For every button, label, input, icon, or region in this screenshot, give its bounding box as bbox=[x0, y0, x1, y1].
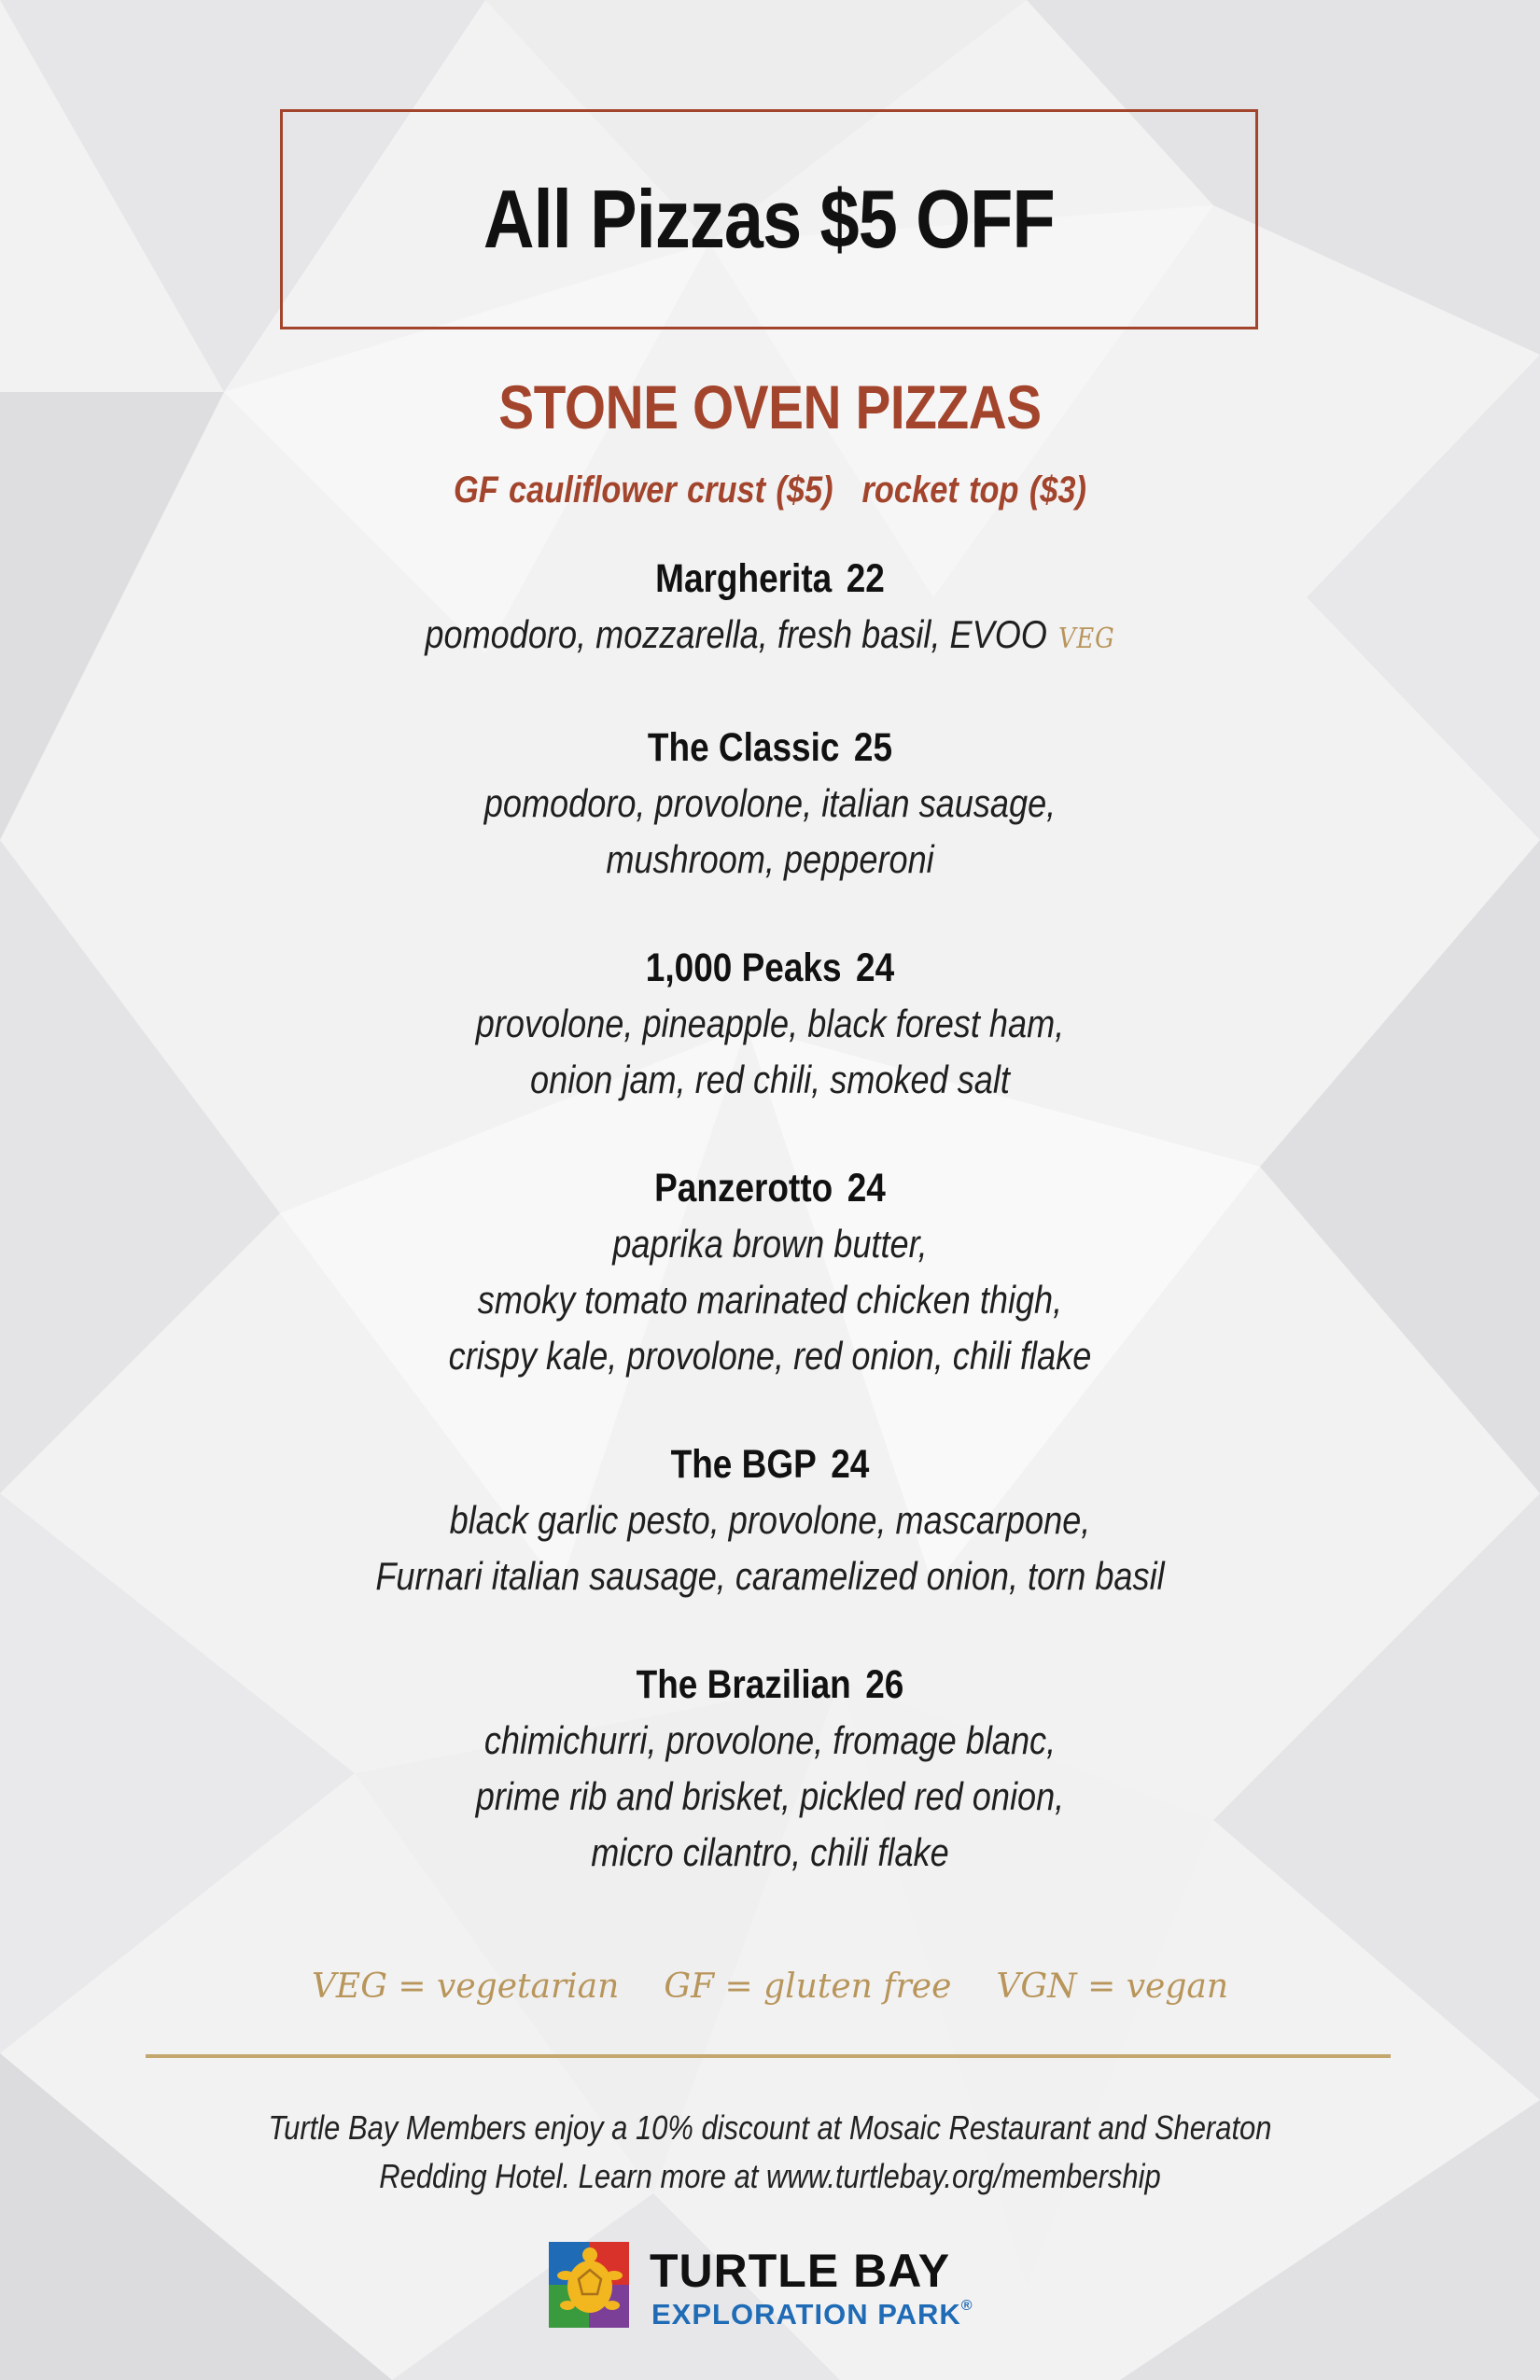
item-description: paprika brown butter, bbox=[612, 1222, 928, 1266]
item-description: Furnari italian sausage, caramelized onion, torn basil bbox=[375, 1554, 1165, 1598]
menu-item bbox=[0, 940, 1540, 1108]
item-name: 1,000 Peaks bbox=[645, 945, 842, 990]
registered-mark: ® bbox=[960, 2298, 973, 2314]
turtle-bay-logo bbox=[549, 2242, 1015, 2335]
item-name: Margherita bbox=[655, 556, 833, 601]
diet-legend bbox=[0, 1967, 1540, 2006]
item-description: pomodoro, mozzarella, fresh basil, EVOO bbox=[425, 612, 1047, 656]
item-description: pomodoro, provolone, italian sausage, bbox=[483, 781, 1057, 825]
membership-note-line: Turtle Bay Members enjoy a 10% discount at Mosaic Restaurant and Sheraton bbox=[268, 2108, 1272, 2147]
menu-item bbox=[0, 1160, 1540, 1384]
item-description: chimichurri, provolone, fromage blanc, bbox=[483, 1718, 1057, 1762]
item-name: The Classic bbox=[647, 725, 840, 770]
section-options bbox=[108, 469, 1433, 511]
item-description: smoky tomato marinated chicken thigh, bbox=[477, 1278, 1063, 1322]
legend-veg: VEG = vegetarian bbox=[311, 1967, 620, 2006]
item-name: The BGP bbox=[670, 1442, 817, 1487]
menu-item bbox=[0, 720, 1540, 888]
section-title: STONE OVEN PIZZAS bbox=[498, 372, 1042, 441]
item-price: 24 bbox=[847, 1166, 886, 1211]
item-name: Panzerotto bbox=[654, 1166, 833, 1211]
promo-banner bbox=[280, 109, 1258, 329]
item-name: The Brazilian bbox=[636, 1662, 851, 1707]
item-price: 22 bbox=[846, 556, 885, 601]
menu-item bbox=[0, 551, 1540, 667]
item-description: provolone, pineapple, black forest ham, bbox=[475, 1001, 1065, 1045]
item-description: black garlic pesto, provolone, mascarpone, bbox=[449, 1498, 1091, 1542]
option-gf-crust: GF cauliflower crust ($5) bbox=[453, 469, 833, 511]
item-price: 25 bbox=[853, 725, 893, 770]
legend-vgn: VGN = vegan bbox=[996, 1967, 1229, 2006]
item-description: crispy kale, provolone, red onion, chili flake bbox=[448, 1334, 1092, 1378]
pizza-list bbox=[0, 551, 1540, 1933]
option-rocket-top: rocket top ($3) bbox=[861, 469, 1087, 511]
item-price: 24 bbox=[831, 1442, 870, 1487]
veg-tag: VEG bbox=[1057, 623, 1115, 655]
legend-gf: GF = gluten free bbox=[664, 1967, 952, 2006]
promo-title: All Pizzas $5 OFF bbox=[483, 173, 1056, 265]
item-description: prime rib and brisket, pickled red onion, bbox=[475, 1774, 1065, 1818]
menu-item bbox=[0, 1436, 1540, 1604]
logo-subtitle: EXPLORATION PARK bbox=[651, 2298, 961, 2331]
membership-note-line: Redding Hotel. Learn more at www.turtlebay.org/membership bbox=[379, 2157, 1161, 2195]
item-price: 24 bbox=[856, 945, 895, 990]
logo-title: TURTLE BAY bbox=[650, 2245, 951, 2297]
membership-note bbox=[108, 2104, 1433, 2201]
divider bbox=[146, 2054, 1391, 2058]
item-description: onion jam, red chili, smoked salt bbox=[530, 1057, 1010, 1101]
turtle-logo-icon bbox=[549, 2242, 629, 2328]
item-price: 26 bbox=[865, 1662, 904, 1707]
menu-item bbox=[0, 1657, 1540, 1881]
item-description: micro cilantro, chili flake bbox=[591, 1830, 949, 1874]
item-description: mushroom, pepperoni bbox=[606, 837, 934, 881]
